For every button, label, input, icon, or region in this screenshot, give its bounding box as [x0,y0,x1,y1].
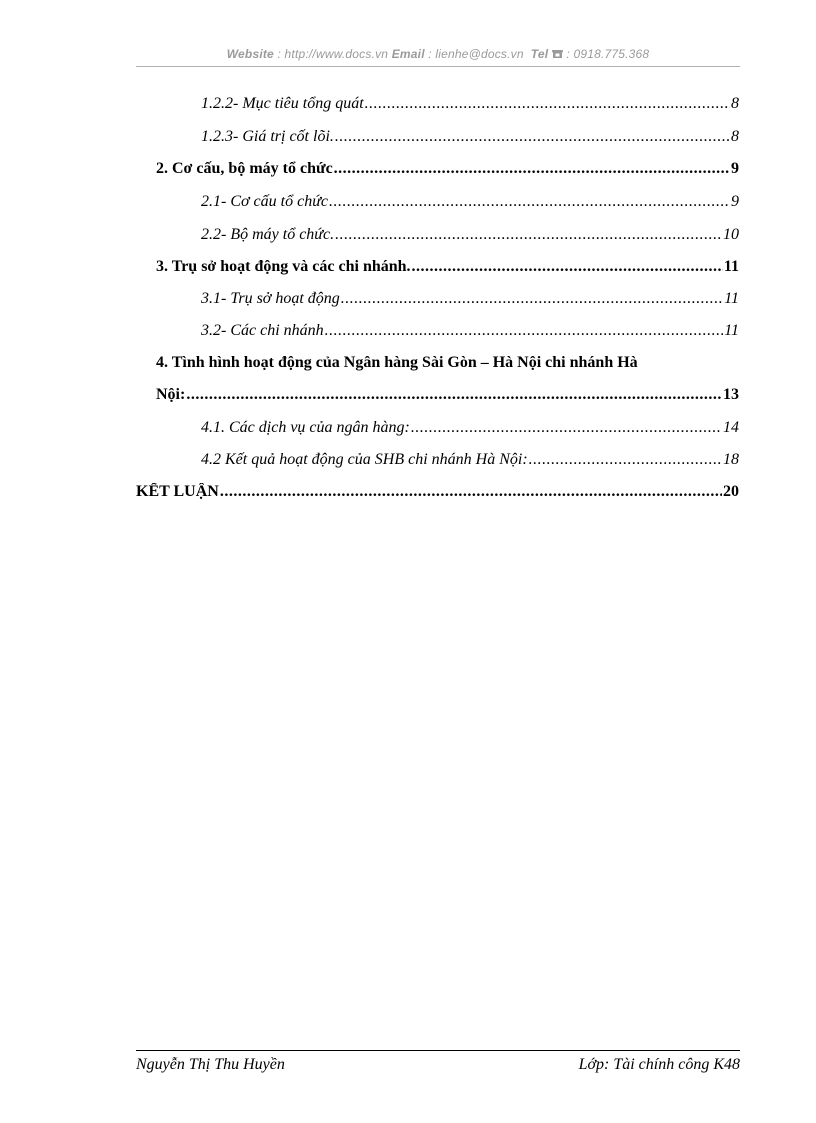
toc-entry-title: 3.2- Các chi nhánh [201,322,324,339]
dot-leader [329,193,730,211]
dot-leader [335,128,730,146]
toc-entry-title: 3. Trụ sở hoạt động và các chi nhánh. [156,258,411,275]
toc-entry-page: 8 [731,95,739,112]
toc-entry[interactable] [156,386,739,408]
toc-entry-title-line2: Nội: [156,386,186,403]
phone-icon [552,47,563,61]
dot-leader [334,160,730,178]
toc-entry-page: 18 [723,451,739,468]
toc-entry-title: KẾT LUẬN [136,483,219,500]
toc-entry[interactable] [156,258,739,280]
dot-leader [365,95,730,113]
toc-entry-page: 10 [723,226,739,243]
header-divider [136,66,740,67]
toc-entry[interactable] [201,193,739,215]
footer-divider [136,1050,740,1051]
toc-entry[interactable] [201,419,739,441]
dot-leader [220,483,722,501]
toc-entry[interactable] [136,483,739,505]
toc-entry[interactable] [201,226,739,248]
toc-entry-page: 9 [731,160,739,177]
toc-entry-page: 14 [723,419,739,436]
page-header [136,47,740,61]
email-value: : lienhe@docs.vn [424,47,528,61]
toc-entry-title: 4.2 Kết quả hoạt động của SHB chi nhánh Hà Nội: [201,451,528,468]
tel-value: : 0918.775.368 [562,47,650,61]
toc-entry[interactable] [201,290,739,312]
toc-entry-page: 9 [731,193,739,210]
toc-entry-title: 4.1. Các dịch vụ của ngân hàng: [201,419,410,436]
dot-leader [412,258,723,276]
toc-entry-title: 2. Cơ cấu, bộ máy tổ chức [156,160,333,177]
toc-entry[interactable] [201,322,739,344]
toc-entry-page: 11 [724,322,739,339]
dot-leader [186,386,722,404]
dot-leader [335,226,722,244]
website-label: Website [226,47,274,61]
footer-author: Nguyễn Thị Thu Huyền [136,1056,285,1073]
website-value: : http://www.docs.vn [273,47,392,61]
toc-entry[interactable] [201,128,739,150]
tel-label: Tel [530,47,549,61]
toc-entry-page: 11 [724,290,739,307]
toc-entry-title: 2.1- Cơ cấu tổ chức [201,193,329,210]
toc-entry-title: 2.2- Bộ máy tổ chức. [201,226,335,243]
toc-entry-title: 1.2.3- Giá trị cốt lõi. [201,128,334,145]
toc-entry-title-line1[interactable]: 4. Tình hình hoạt động của Ngân hàng Sài Gòn – Hà Nội chi nhánh Hà [156,354,638,371]
toc-entry-page: 13 [723,386,739,403]
toc-entry[interactable] [201,95,739,117]
dot-leader [411,419,722,437]
dot-leader [325,322,724,340]
toc-entry-page: 20 [723,483,739,500]
toc-entry-title: 3.1- Trụ sở hoạt động [201,290,340,307]
toc-entry[interactable] [156,160,739,182]
toc-entry-page: 11 [723,258,739,275]
dot-leader [341,290,723,308]
toc-entry-title: 1.2.2- Mục tiêu tổng quát [201,95,364,112]
footer-class: Lớp: Tài chính công K48 [578,1056,740,1073]
email-label: Email [391,47,425,61]
toc-entry-page: 8 [731,128,739,145]
dot-leader [529,451,722,469]
toc-entry[interactable] [201,451,739,473]
